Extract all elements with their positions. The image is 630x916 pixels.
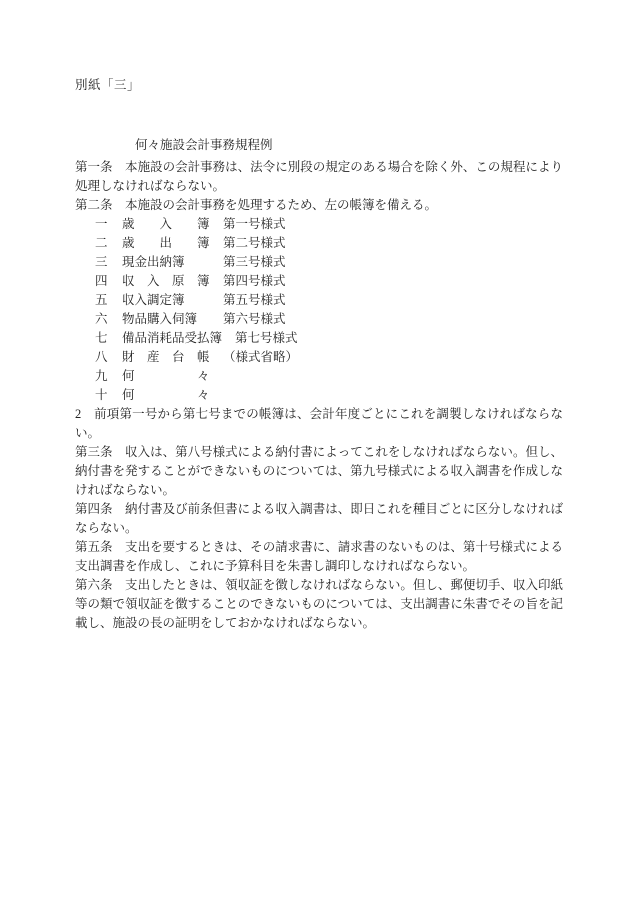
ledger-style: （様式省略）	[223, 350, 299, 364]
ledger-name: 財 産 台 帳	[122, 350, 210, 364]
ledger-name: 歳 出 簿	[122, 236, 210, 250]
ledger-row	[95, 310, 563, 329]
ledger-row	[95, 272, 563, 291]
article-4: 第四条 納付書及び前条但書による収入調書は、即日これを種目ごとに区分しなければならない。	[75, 502, 563, 535]
ledger-number: 三	[95, 255, 108, 269]
attachment-label: 別紙「三」	[75, 78, 141, 92]
document-title: 何々施設会計事務規程例	[135, 138, 273, 152]
ledger-name: 収 入 原 簿	[122, 274, 210, 288]
article-6: 第六条 支出したときは、領収証を徴しなければならない。但し、郵便切手、収入印紙等の類で領収証を徴することのできないものについては、支出調書に朱書でその旨を記載し、施設の長の証明をしておかなければならない。	[75, 578, 563, 630]
ledger-number: 七	[95, 331, 108, 345]
ledger-name: 収入調定簿	[122, 293, 185, 307]
ledger-style: 第三号様式	[223, 255, 286, 269]
ledger-row	[95, 348, 563, 367]
ledger-row	[95, 253, 563, 272]
ledger-number: 五	[95, 293, 108, 307]
article-2-lead: 第二条 本施設の会計事務を処理するため、左の帳簿を備える。	[75, 198, 438, 212]
ledger-row	[95, 291, 563, 310]
document-body	[75, 158, 563, 633]
ledger-name: 何 々	[122, 369, 210, 383]
ledger-row	[95, 234, 563, 253]
ledger-name: 物品購入伺簿	[122, 312, 198, 326]
ledger-name: 備品消耗品受払簿	[122, 331, 223, 345]
ledger-name: 何 々	[122, 388, 210, 402]
article-5: 第五条 支出を要するときは、その請求書に、請求書のないものは、第十号様式による支出調書を作成し、これに予算科目を朱書し調印しなければならない。	[75, 540, 563, 573]
ledger-name: 現金出納簿	[122, 255, 185, 269]
ledger-style: 第二号様式	[223, 236, 286, 250]
ledger-number: 九	[95, 369, 108, 383]
ledger-list	[75, 215, 563, 405]
ledger-style: 第一号様式	[223, 217, 286, 231]
ledger-style: 第五号様式	[223, 293, 286, 307]
ledger-row	[95, 386, 563, 405]
ledger-name: 歳 入 簿	[122, 217, 210, 231]
ledger-row	[95, 367, 563, 386]
article-1: 第一条 本施設の会計事務は、法令に別段の規定のある場合を除く外、この規程により処理しなければならない。	[75, 160, 563, 193]
ledger-style: 第六号様式	[223, 312, 286, 326]
article-3: 第三条 収入は、第八号様式による納付書によってこれをしなければならない。但し、納付書を発することができないものについては、第九号様式による収入調書を作成しなければならない。	[75, 445, 563, 497]
ledger-number: 二	[95, 236, 108, 250]
article-2-item-2: 2 前項第一号から第七号までの帳簿は、会計年度ごとにこれを調製しなければならない。	[75, 407, 563, 440]
ledger-row	[95, 215, 563, 234]
ledger-row	[95, 329, 563, 348]
ledger-number: 一	[95, 217, 108, 231]
ledger-style: 第四号様式	[223, 274, 286, 288]
ledger-number: 十	[95, 388, 108, 402]
ledger-number: 四	[95, 274, 108, 288]
ledger-number: 八	[95, 350, 108, 364]
ledger-style: 第七号様式	[235, 331, 298, 345]
ledger-number: 六	[95, 312, 108, 326]
